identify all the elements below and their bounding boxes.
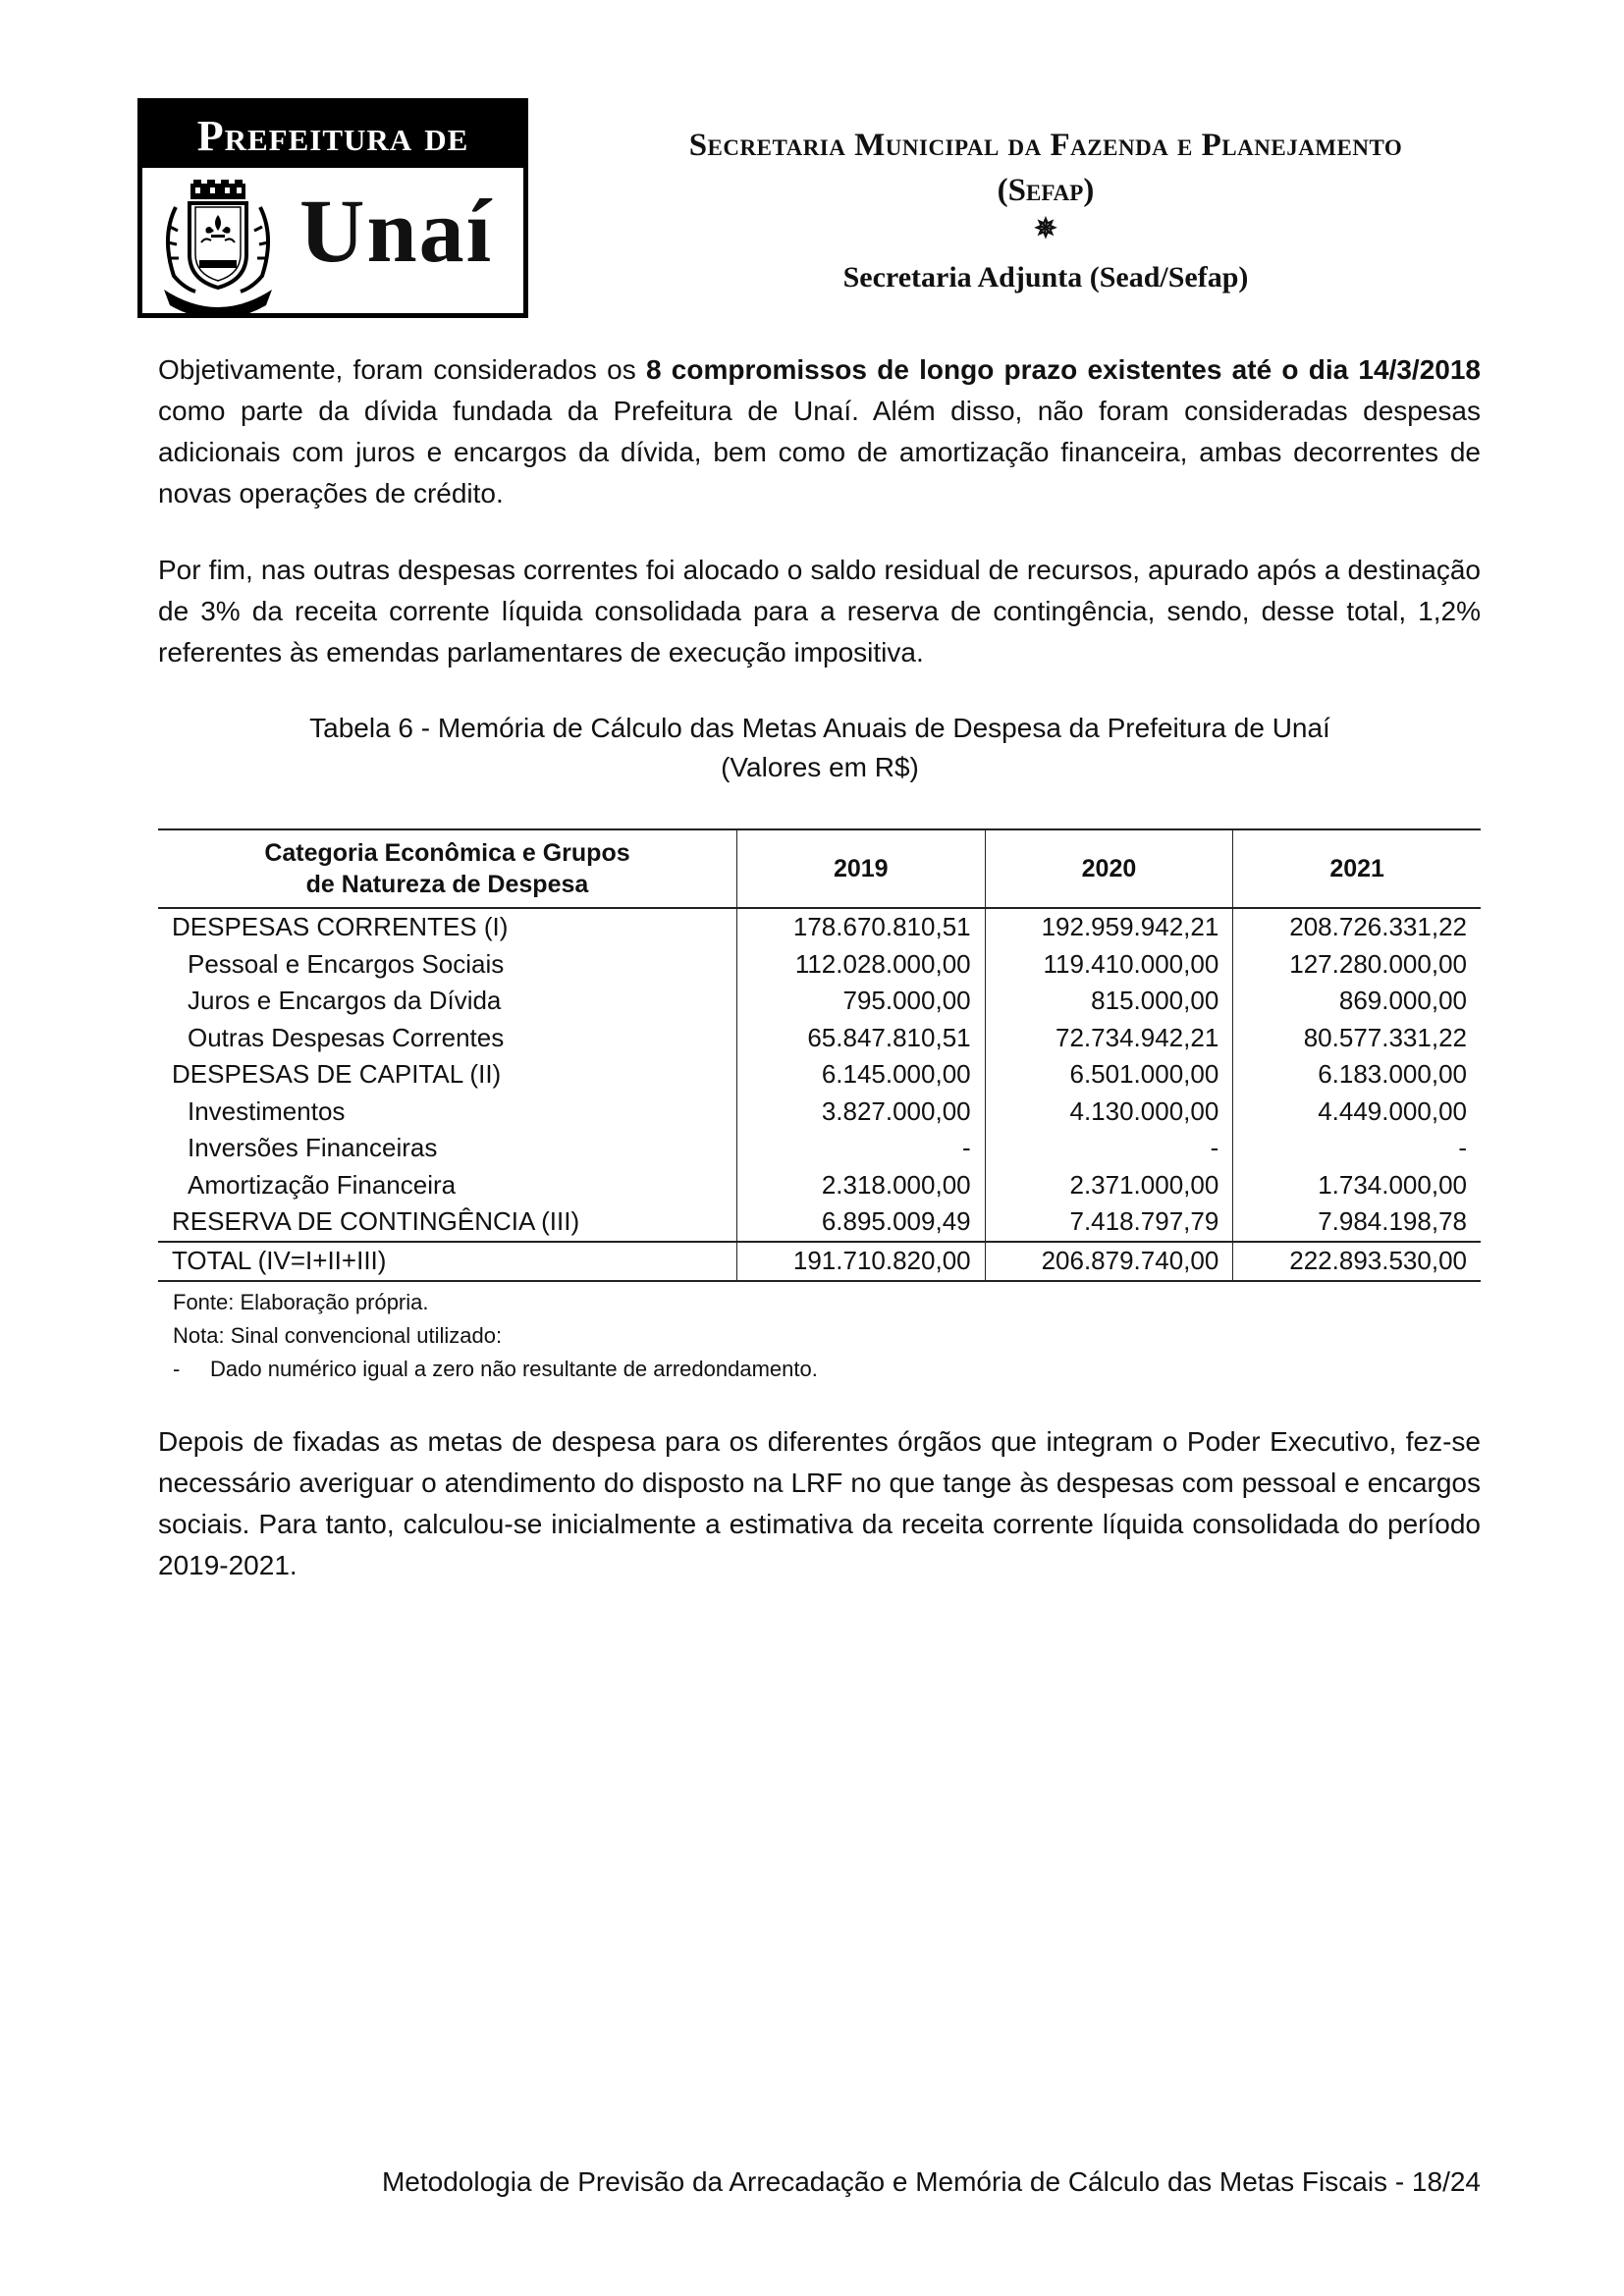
column-header-category: Categoria Econômica e Grupos de Natureza de Despesa: [158, 829, 736, 908]
cell-2020: 6.501.000,00: [985, 1056, 1233, 1094]
cell-2019: 178.670.810,51: [736, 908, 985, 946]
p1-pre: Objetivamente, foram considerados os: [158, 354, 646, 385]
cell-2019: 795.000,00: [736, 983, 985, 1020]
p1-bold: 8 compromissos de longo prazo existentes até o dia 14/3/2018: [645, 354, 1481, 385]
ornament-star-icon: ✵: [1034, 214, 1057, 244]
cell-2020: 206.879.740,00: [985, 1242, 1233, 1281]
row-label: Inversões Financeiras: [188, 1133, 438, 1163]
cell-2021: 208.726.331,22: [1233, 908, 1481, 946]
cell-2021: 869.000,00: [1233, 983, 1481, 1020]
cell-2021: 6.183.000,00: [1233, 1056, 1481, 1094]
logo-bottom: [142, 168, 523, 313]
cell-2020: 815.000,00: [985, 983, 1233, 1020]
row-label: Outras Despesas Correntes: [188, 1022, 505, 1052]
cell-2020: 119.410.000,00: [985, 946, 1233, 984]
cell-2020: 7.418.797,79: [985, 1203, 1233, 1242]
cell-2021: 127.280.000,00: [1233, 946, 1481, 984]
column-header-2020: 2020: [985, 829, 1233, 908]
cell-2021: 7.984.198,78: [1233, 1203, 1481, 1242]
table-source: Fonte: Elaboração própria.: [173, 1290, 429, 1314]
paragraph-debt-commitments: [158, 349, 1481, 514]
table-header-row: [158, 829, 1481, 908]
svg-text:UNAÍ: UNAÍ: [204, 297, 232, 309]
row-label: Amortização Financeira: [188, 1169, 457, 1200]
cell-2019: 191.710.820,00: [736, 1242, 985, 1281]
department-subtitle: Secretaria Adjunta (Sead/Sefap): [842, 261, 1249, 294]
row-label: TOTAL (IV=I+II+III): [158, 1242, 736, 1281]
table-total-row: [158, 1242, 1481, 1281]
column-header-2019: 2019: [736, 829, 985, 908]
cell-2020: 192.959.942,21: [985, 908, 1233, 946]
table-note-item: [173, 1353, 818, 1386]
department-acronym: (Sefap): [997, 173, 1095, 208]
cell-2021: 1.734.000,00: [1233, 1167, 1481, 1204]
row-label: Pessoal e Encargos Sociais: [188, 948, 505, 979]
cell-2021: 80.577.331,22: [1233, 1020, 1481, 1057]
cell-2019: 112.028.000,00: [736, 946, 985, 984]
logo-top-text: Prefeitura de: [142, 103, 523, 168]
cell-2020: -: [985, 1130, 1233, 1167]
table-notes: [173, 1286, 818, 1386]
expense-goals-table: [158, 828, 1481, 1282]
row-label: Investimentos: [188, 1095, 346, 1126]
table-row: [158, 1020, 1481, 1057]
dash-bullet: -: [173, 1357, 181, 1381]
table-row: [158, 1094, 1481, 1131]
cell-2020: 2.371.000,00: [985, 1167, 1233, 1204]
table-row: [158, 908, 1481, 946]
logo-main-text: Unaí: [299, 181, 494, 281]
row-label: Juros e Encargos da Dívida: [188, 986, 502, 1016]
cell-2020: 72.734.942,21: [985, 1020, 1233, 1057]
column-header-2021: 2021: [1233, 829, 1481, 908]
cell-2019: 6.145.000,00: [736, 1056, 985, 1094]
table-caption: [245, 709, 1394, 787]
cell-2019: 65.847.810,51: [736, 1020, 985, 1057]
table-row: [158, 983, 1481, 1020]
coat-of-arms-icon: [156, 178, 280, 315]
table-caption-units: (Valores em R$): [721, 752, 919, 782]
table-row: [158, 1203, 1481, 1242]
department-title: Secretaria Municipal da Fazenda e Planejamento: [688, 128, 1403, 163]
prefeitura-logo: [137, 98, 528, 318]
p1-post: como parte da dívida fundada da Prefeitura de Unaí. Além disso, não foram consideradas despesas adicionais com juros e encargos da dívida, bem como de amortização financeira, ambas decorrentes de novas operações de crédito.: [158, 396, 1481, 508]
cell-2019: 6.895.009,49: [736, 1203, 985, 1242]
paragraph-contingency-reserve: Por fim, nas outras despesas correntes foi alocado o saldo residual de recursos, apurado após a destinação de 3% da receita corrente líquida consolidada para a reserva de contingência, sendo, desse total, 1,2% referentes às emendas parlamentares de execução impositiva.: [158, 555, 1481, 667]
cell-2019: 3.827.000,00: [736, 1094, 985, 1131]
table-row: [158, 1056, 1481, 1094]
table-row: [158, 1167, 1481, 1204]
cell-2021: -: [1233, 1130, 1481, 1167]
cell-2019: 2.318.000,00: [736, 1167, 985, 1204]
paragraph-personnel-expenses: Depois de fixadas as metas de despesa para os diferentes órgãos que integram o Poder Executivo, fez-se necessário averiguar o atendimento do disposto na LRF no que tange às despesas com pessoal e encargos sociais. Para tanto, calculou-se inicialmente a estimativa da receita corrente líquida consolidada do período 2019-2021.: [158, 1426, 1481, 1580]
table-note-item-text: Dado numérico igual a zero não resultante de arredondamento.: [210, 1357, 818, 1381]
table-note: Nota: Sinal convencional utilizado:: [173, 1323, 503, 1348]
cell-2021: 222.893.530,00: [1233, 1242, 1481, 1281]
row-label: DESPESAS DE CAPITAL (II): [172, 1059, 502, 1090]
table-row: [158, 1130, 1481, 1167]
table-row: [158, 946, 1481, 984]
page-footer: Metodologia de Previsão da Arrecadação e Memória de Cálculo das Metas Fiscais - 18/24: [381, 2166, 1481, 2197]
cell-2021: 4.449.000,00: [1233, 1094, 1481, 1131]
table-caption-title: Tabela 6 - Memória de Cálculo das Metas Anuais de Despesa da Prefeitura de Unaí: [309, 713, 1330, 743]
row-label: DESPESAS CORRENTES (I): [172, 912, 509, 942]
cell-2019: -: [736, 1130, 985, 1167]
cell-2020: 4.130.000,00: [985, 1094, 1233, 1131]
row-label: RESERVA DE CONTINGÊNCIA (III): [172, 1206, 580, 1237]
